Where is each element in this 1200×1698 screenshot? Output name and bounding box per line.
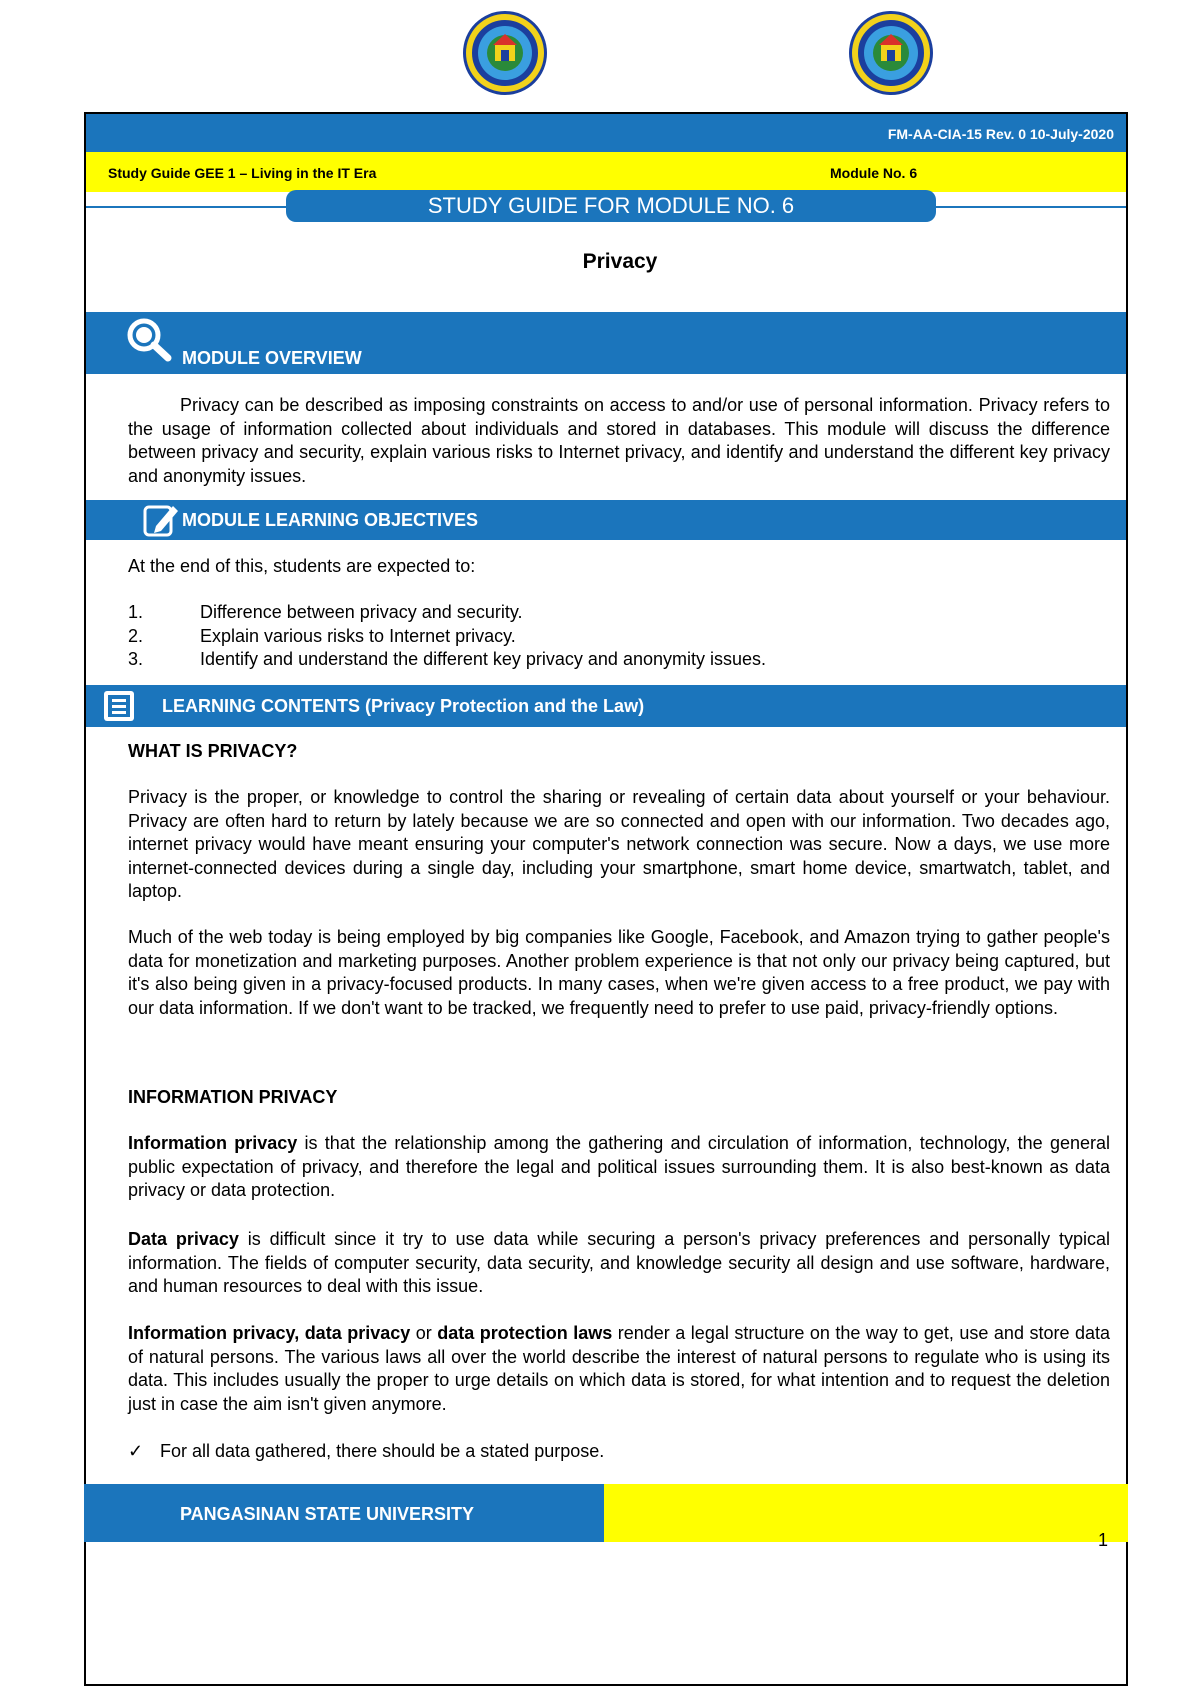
what-is-privacy-heading: WHAT IS PRIVACY? [128,741,298,761]
module-number: Module No. 6 [830,165,918,181]
list-item: 3. Identify and understand the different key privacy and anonymity issues. [128,649,766,669]
information-privacy-paragraph: Information privacy is that the relationship among the gathering and circulation of information, technology, the general public expectation of privacy, and therefore the legal and political issues surrounding them. It is also best-known as data privacy or data protection. [128,1133,1110,1200]
list-item: 1. Difference between privacy and security. [128,602,523,622]
information-privacy-heading: INFORMATION PRIVACY [128,1087,338,1107]
checkmark-icon: ✓ [128,1441,144,1461]
form-code-bar [86,114,1126,152]
magnifier-icon [124,316,174,364]
page-number: 1 [1098,1530,1109,1550]
pencil-icon [142,502,180,538]
data-protection-laws-paragraph: Information privacy, data privacy or data protection laws render a legal structure on the way to get, use and store data of natural persons. The various laws all over the world describe the interest of natural persons to regulate who is using its data. This includes usually the proper to urge details on which data is stored, for what intention and to request the deletion just in case the aim isn't given anymore. [128,1323,1110,1414]
contents-heading: LEARNING CONTENTS (Privacy Protection and the Law) [162,696,645,716]
paragraph-1: Privacy is the proper, or knowledge to control the sharing or revealing of certain data about yourself or your behaviour. Privacy are often hard to return by lately because we are so connected and open with our information. Two decades ago, internet privacy would have meant ensuring your computer's network connection was secure. Now a days, we use more internet-connected devices during a single day, including your smartphone, smart home device, smartwatch, tablet, and laptop. [128,787,1110,901]
paragraph-2: Much of the web today is being employed by big companies like Google, Facebook, and Amazon trying to gather people's data for monetization and marketing purposes. Another problem experience is that not only our privacy being captured, but it's also being given in a privacy-focused products. In many cases, when we're given access to a free product, we pay with our data information. If we don't want to be tracked, we frequently need to prefer to use paid, privacy-friendly options. [128,927,1110,1018]
document-icon [102,689,136,723]
data-privacy-paragraph: Data privacy is difficult since it try to use data while securing a person's privacy preferences and personally typical information. The fields of computer security, data security, and knowledge security all design and use software, hardware, and human resources to deal with this issue. [128,1229,1111,1296]
form-code: FM-AA-CIA-15 Rev. 0 10-July-2020 [887,126,1114,142]
objectives-header [86,500,1126,540]
study-guide-bar [86,152,1126,192]
university-seal-left [462,10,548,96]
module-banner: STUDY GUIDE FOR MODULE NO. 6 [286,190,936,222]
contents-header [86,685,1126,727]
footer-university-bar [84,1484,604,1542]
university-seal-right [848,10,934,96]
study-guide-label: Study Guide GEE 1 – Living in the IT Era [108,165,377,181]
overview-header [86,312,1126,374]
objectives-heading: MODULE LEARNING OBJECTIVES [182,510,479,530]
objectives-list [128,601,766,672]
overview-heading: MODULE OVERVIEW [182,348,362,368]
checklist-item: ✓ For all data gathered, there should be a stated purpose. [128,1440,1110,1464]
list-item: 2. Explain various risks to Internet privacy. [128,625,516,646]
university-name: PANGASINAN STATE UNIVERSITY [180,1504,475,1524]
footer-yellow-bar [604,1484,1128,1542]
objectives-intro: At the end of this, students are expected to: [128,556,476,576]
page-title: Privacy [582,250,658,273]
overview-text: Privacy can be described as imposing constraints on access to and/or use of personal information. Privacy refers to the usage of information collected about individuals and stored in databases. This module will discuss the difference between privacy and security, explain various risks to Internet privacy, and identify and understand the different key privacy and anonymity issues. [128,395,1110,486]
